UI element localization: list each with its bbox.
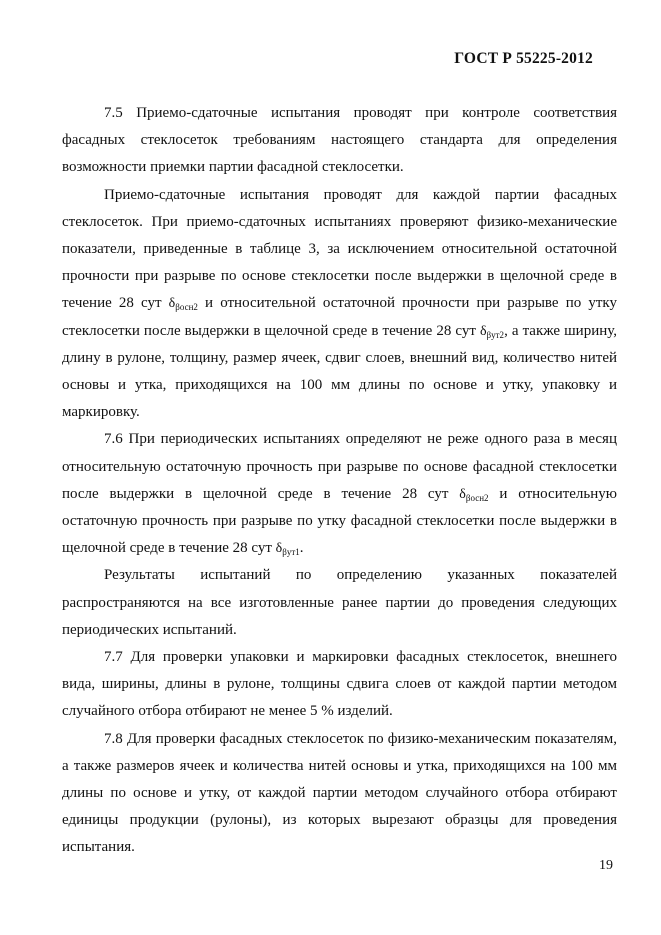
document-body	[62, 100, 617, 862]
text-fragment: Приемо-сдаточные испытания проводят для каждой партии фасадных стеклосеток. При приемо-сдаточных испытаниях проверяют физико-механические показатели, приведенные в таблице 3, за исключением относительной остаточной прочности при разрыве по основе стеклосетки после выдержки в щелочной среде в течение 28 сут	[62, 186, 617, 312]
page-number: 19	[599, 858, 613, 873]
symbol-subscript: βосн2	[175, 302, 198, 313]
document-code-header: ГОСТ Р 55225-2012	[454, 50, 593, 67]
delta-symbol: δ	[479, 323, 487, 339]
symbol-subscript: βосн2	[465, 492, 489, 503]
text-fragment: .	[299, 540, 304, 557]
paragraph-7-7: 7.7 Для проверки упаковки и маркировки фасадных стеклосеток, внешнего вида, ширины, длины в рулоне, толщины сдвига слоев от каждой партии методом случайного отбора отбирают не менее 5 % изделий.	[62, 649, 617, 720]
symbol-subscript: βут1	[282, 547, 300, 558]
text-fragment: и относительную остаточную прочность при разрыве по утку фасадной стеклосетки после выдержки в щелочной среде в течение 28 сут	[62, 485, 617, 557]
paragraph-7-6	[62, 426, 617, 562]
paragraph-test-results: Результаты испытаний по определению указанных показателей распространяются на все изготовленные ранее партии до проведения следующих периодических испытаний.	[62, 567, 617, 638]
paragraph-7-8: 7.8 Для проверки фасадных стеклосеток по физико-механическим показателям, а также размеров ячеек и количества нитей основы и утка, приходящихся на 100 мм длины по основе и утку, от каждой партии методом случайного отбора отбирают единицы продукции (рулоны), из которых вырезают образцы для проведения испытания.	[62, 730, 617, 856]
delta-symbol: δ	[168, 296, 176, 312]
delta-symbol: δ	[459, 486, 466, 502]
text-fragment: и относительной остаточной прочности при разрыве по утку стеклосетки после выдержки в щелочной среде в течение 28 сут	[62, 295, 617, 339]
delta-symbol: δ	[275, 541, 283, 557]
text-fragment: , а также ширину, длину в рулоне, толщину, размер ячеек, сдвиг слоев, внешний вид, количество нитей основы и утка, приходящихся на 100 мм длины по основе и утку, упаковку и маркировку.	[62, 322, 617, 421]
symbol-subscript: βут2	[486, 329, 505, 340]
text-fragment: 7.6 При периодических испытаниях определяют не реже одного раза в месяц относительную остаточную прочность при разрыве по основе фасадной стеклосетки после выдержки в щелочной среде в течение 28 сут	[62, 431, 617, 502]
paragraph-7-5: 7.5 Приемо-сдаточные испытания проводят при контроле соответствия фасадных стеклосеток требованиям настоящего стандарта для определения возможности приемки партии фасадной стеклосетки.	[62, 105, 617, 176]
paragraph-acceptance-tests	[62, 182, 617, 427]
